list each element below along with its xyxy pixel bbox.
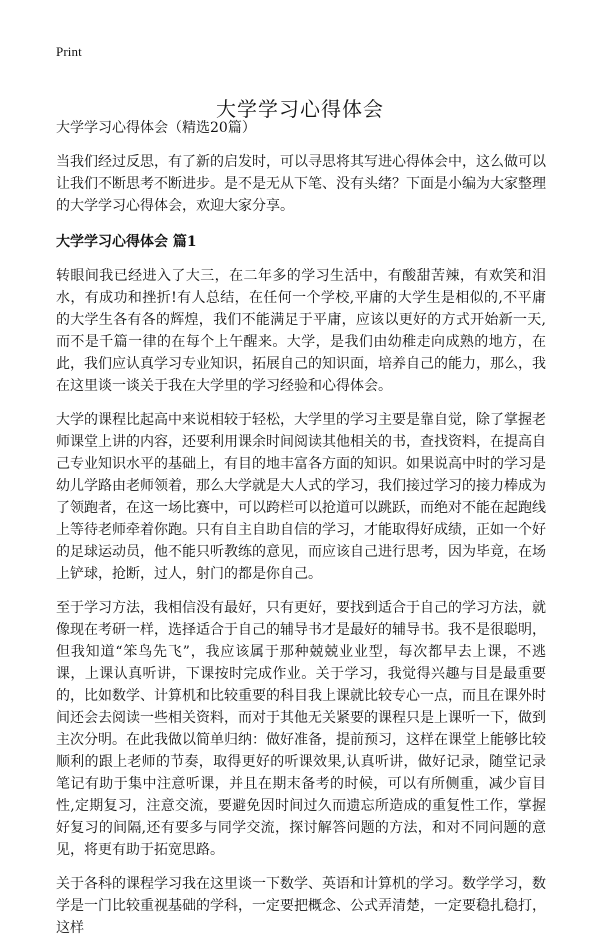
section-heading: 大学学习心得体会 篇1 (56, 234, 197, 250)
document-body (56, 118, 546, 951)
body-paragraph-2: 大学的课程比起高中来说相较于轻松，大学里的学习主要是靠自觉，除了掌握老师课堂上讲的内容，还要利用课余时间阅读其他相关的书，查找资料，在提高自己专业知识水平的基础上，有目的地丰富各方面的知识。如果说高中时的学习是幼儿学路由老师领着，那么大学就是大人式的学习，我们接过学习的接力棒成为了领跑者，在这一场比赛中，可以跨栏可以抢道可以跳跃，而绝对不能在起跑线上等待老师牵着你跑。只有自主自助自信的学习，才能取得好成绩，正如一个好的足球运动员，他不能只听教练的意见，而应该自己进行思考，因为毕竟，在场上铲球，抢断，过人，射门的都是你自己。 (56, 412, 546, 582)
body-paragraph-1: 转眼间我已经进入了大三，在二年多的学习生活中，有酸甜苦辣，有欢笑和泪水，有成功和挫折!有人总结，在任何一个学校,平庸的大学生是相似的,不平庸的大学生各有各的辉煌，我们不能满足于平庸，应该以更好的方式开始新一天,而不是千篇一律的在每个上午醒来。大学，是我们由幼稚走向成熟的地方，在此，我们应认真学习专业知识，拓展自己的知识面，培养自己的能力，那么，我在这里谈一谈关于我在大学里的学习经验和心得体会。 (56, 268, 546, 394)
document-subtitle: 大学学习心得体会（精选20篇） (56, 120, 256, 136)
print-link[interactable]: Print (56, 44, 82, 59)
body-paragraph-4: 关于各科的课程学习我在这里谈一下数学、英语和计算机的学习。数学学习，数学是一门比较重视基础的学科，一定要把概念、公式弄清楚，一定要稳扎稳打，这样 (56, 876, 546, 936)
document-title: 大学学习心得体会 (216, 97, 384, 122)
intro-paragraph: 当我们经过反思，有了新的启发时，可以寻思将其写进心得体会中，这么做可以让我们不断思考不断进步。是不是无从下笔、没有头绪？下面是小编为大家整理的大学学习心得体会，欢迎大家分享。 (56, 154, 546, 214)
body-paragraph-3: 至于学习方法，我相信没有最好，只有更好，要找到适合于自己的学习方法，就像现在考研一样，选择适合于自己的辅导书才是最好的辅导书。我不是很聪明，但我知道“笨鸟先飞”，我应该属于那种兢兢业业型，每次都早去上课，不逃课，上课认真听讲，下课按时完成作业。关于学习，我觉得兴趣与目是最重要的，比如数学、计算机和比较重要的科目我上课就比较专心一点，而且在课外时间还会去阅读一些相关资料，而对于其他无关紧要的课程只是上课听一下，做到主次分明。在此我做以简单归纳：做好准备，提前预习，这样在课堂上能够比较顺利的跟上老师的节奏，取得更好的听课效果,认真听讲，做好记录，随堂记录笔记有助于集中注意听课，并且在期末备考的时候，可以有所侧重，减少盲目性,定期复习，注意交流，要避免因时间过久而遗忘所造成的重复性工作，掌握好复习的间隔,还有要多与同学交流，探讨解答问题的方法，和对不同问题的意见，将更有助于拓宽思路。 (56, 600, 546, 858)
